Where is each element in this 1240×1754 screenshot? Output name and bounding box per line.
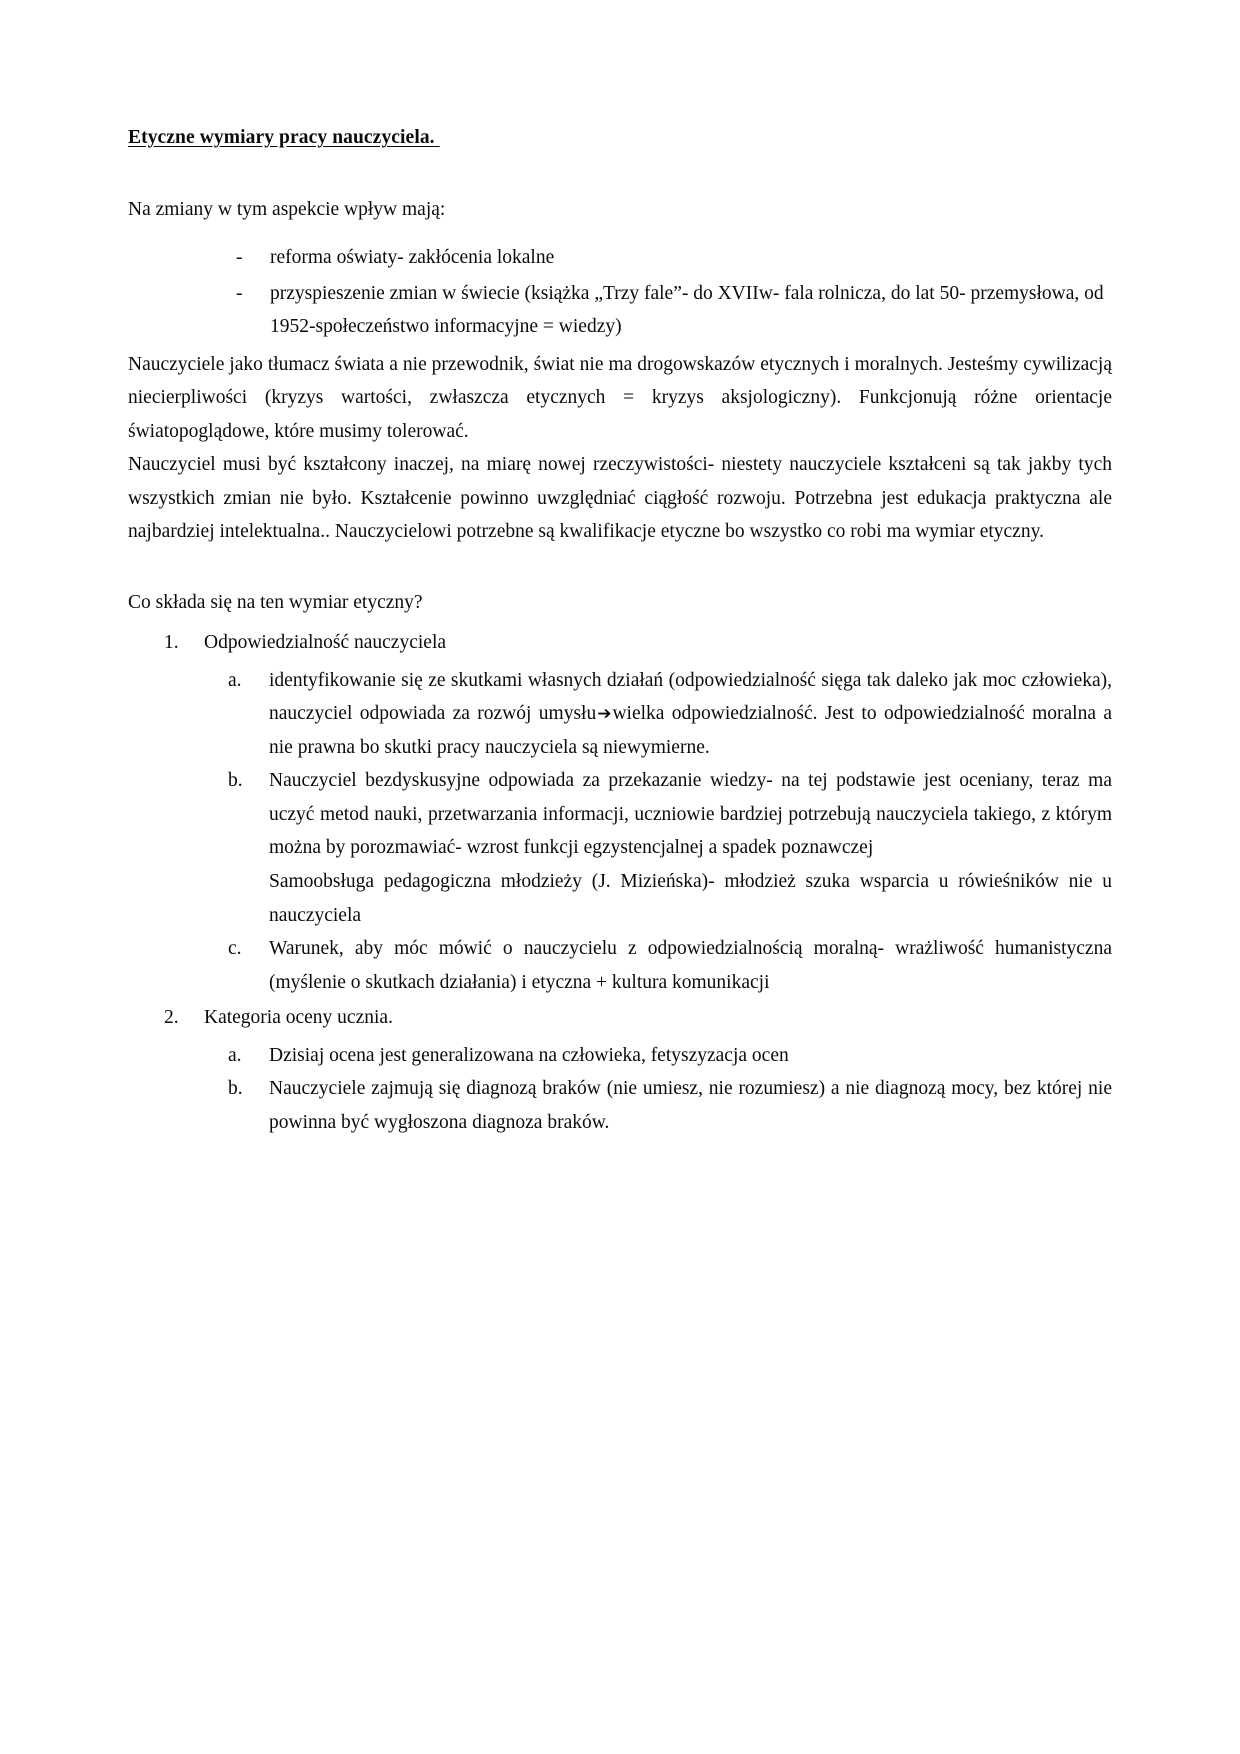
sub-item-text: Dzisiaj ocena jest generalizowana na człowieka, fetyszyzacja ocen [269,1044,789,1066]
sub-item-text: Nauczyciele zajmują się diagnozą braków (nie umiesz, nie rozumiesz) a nie diagnozą mocy, bez której nie powinna być wygłoszona diagnoza braków. [269,1078,1112,1133]
section-spacer [128,549,1112,593]
numbered-list-item-1 [128,626,1112,999]
lettered-list-item-1a [204,664,1112,765]
sub-item-continuation: Samoobsługa pedagogiczna młodzieży (J. Mizieńska)- młodzież szuka wsparcia u rówieśników nie u nauczyciela [269,871,1112,926]
section-question: Co składa się na ten wymiar etyczny? [128,591,423,613]
number-marker: 2. [164,1007,179,1029]
list-item-text: reforma oświaty- zakłócenia lokalne [270,247,555,268]
body-paragraph-2: Nauczyciel musi być kształcony inaczej, na miarę nowej rzeczywistości- niestety nauczyciele kształceni są tak jakby tych wszystkich zmian nie było. Kształcenie powinno uwzględniać ciągłość rozwoju. Potrzebna jest edukacja praktyczna ale najbardziej intelektualna.. Nauczycielowi potrzebne są kwalifikacje etyczne bo wszystko co robi ma wymiar etyczny. [128,454,1112,543]
list-item [128,241,1112,275]
numbered-list [128,626,1112,1139]
letter-marker: b. [228,770,243,792]
page-title: Etyczne wymiary pracy nauczyciela. [128,127,440,148]
list-item-text: przyspieszenie zmian w świecie (książka „Trzy fale”- do XVIIw- fala rolnicza, do lat 50- przemysłowa, od 1952-społeczeństwo informacyjne = wiedzy) [270,282,1104,338]
lettered-list-item-1b [204,764,1112,932]
numbered-list-item-2 [128,1001,1112,1139]
sub-item-text-before-arrow: identyfikowanie się ze skutkami własnych działań (odpowiedzialność sięga tak daleko jak moc człowieka), nauczyciel odpowiada za rozwój umysłu [269,669,1112,725]
numbered-item-text: Kategoria oceny ucznia. [204,1007,393,1029]
lettered-list-item-1c [204,932,1112,999]
sub-item-text-after-arrow: wielka odpowiedzialność. Jest to odpowiedzialność moralna a nie prawna bo skutki pracy nauczyciela są niewymierne. [269,703,1112,758]
sub-item-text: Nauczyciel bezdyskusyjne odpowiada za przekazanie wiedzy- na tej podstawie jest oceniany, teraz ma uczyć metod nauki, przetwarzania informacji, uczniowie bardziej potrzebują nauczyciela takiego, z którym można by porozmawiać- wzrost funkcji egzystencjalnej a spadek poznawczej [269,770,1112,859]
letter-marker: a. [228,1044,242,1066]
dash-bullet-list [128,241,1112,344]
dash-bullet-marker: - [236,282,243,304]
dash-bullet-marker: - [236,247,243,268]
letter-marker: c. [228,938,242,960]
list-item [128,277,1112,344]
lettered-sublist-1 [204,664,1112,999]
lettered-sublist-2 [204,1039,1112,1140]
lead-paragraph: Na zmiany w tym aspekcie wpływ mają: [128,198,446,220]
number-marker: 1. [164,632,179,654]
sub-item-text: Warunek, aby móc mówić o nauczycielu z odpowiedzialnością moralną- wrażliwość humanistyczna (myślenie o skutkach działania) i etyczna + kultura komunikacji [269,938,1112,993]
numbered-item-text: Odpowiedzialność nauczyciela [204,632,447,654]
lettered-list-item-2a [204,1039,1112,1073]
letter-marker: a. [228,669,242,691]
right-arrow-icon: ➔ [597,704,612,725]
letter-marker: b. [228,1078,243,1100]
lettered-list-item-2b [204,1072,1112,1139]
body-paragraph-1: Nauczyciele jako tłumacz świata a nie przewodnik, świat nie ma drogowskazów etycznych i moralnych. Jesteśmy cywilizacją niecierpliwości (kryzys wartości, zwłaszcza etycznych = kryzys aksjologiczny). Funkcjonują różne orientacje światopoglądowe, które musimy tolerować. [128,353,1112,442]
